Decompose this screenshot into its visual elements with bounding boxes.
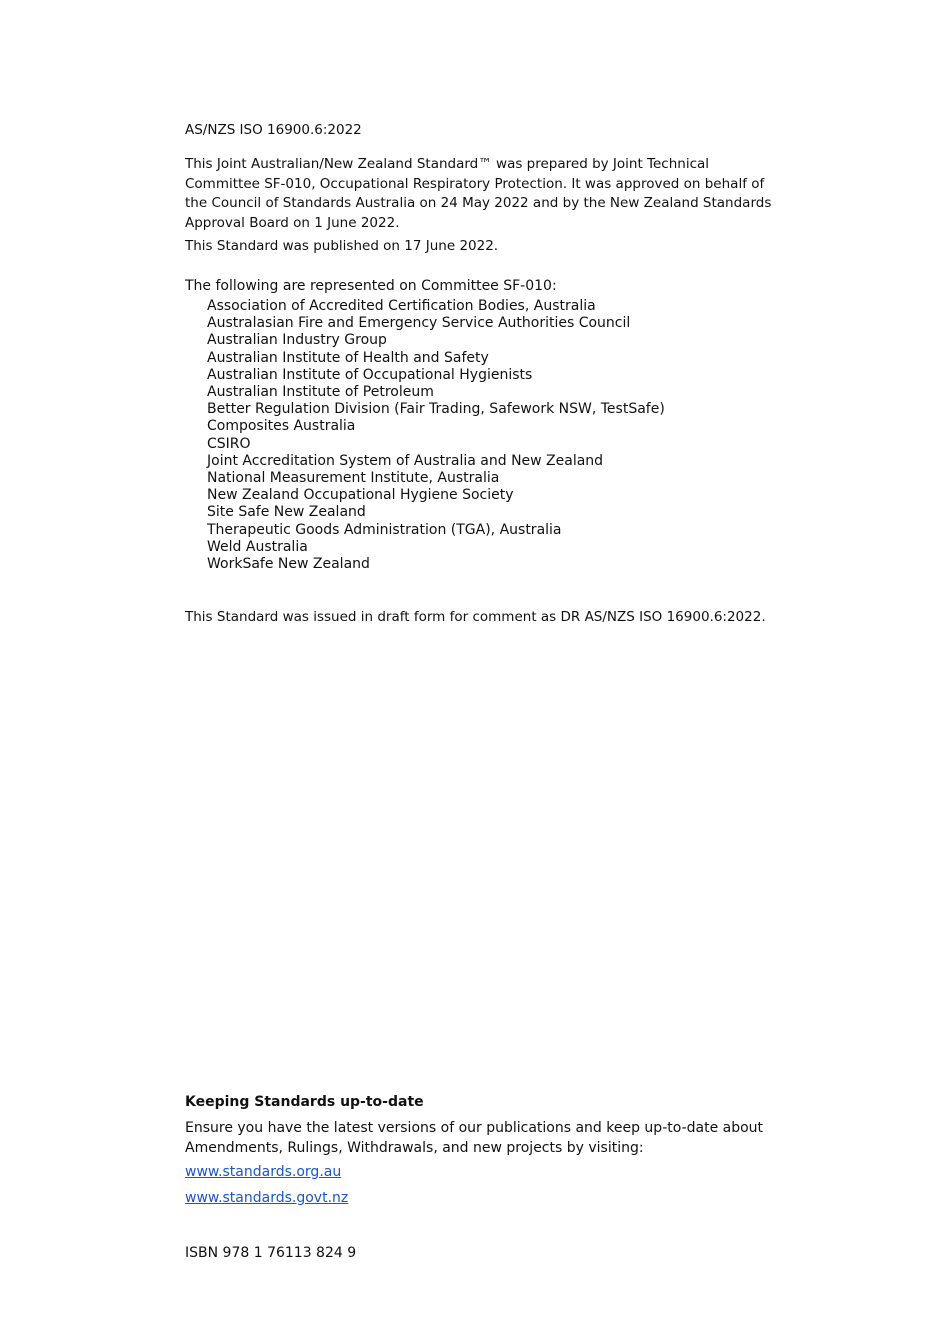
standards-nz-link[interactable]: www.standards.govt.nz — [185, 1190, 349, 1206]
committee-member-list — [207, 298, 665, 573]
keeping-up-to-date-body: Ensure you have the latest versions of our publications and keep up-to-date about Amendments, Rulings, Withdrawals, and new projects by visiting: — [185, 1120, 764, 1156]
committee-member: WorkSafe New Zealand — [207, 556, 370, 573]
standard-number: AS/NZS ISO 16900.6:2022 — [185, 122, 362, 138]
publication-date: This Standard was published on 17 June 2022. — [185, 238, 499, 254]
standards-au-link[interactable]: www.standards.org.au — [185, 1164, 342, 1180]
committee-member: CSIRO — [207, 435, 251, 452]
keeping-up-to-date-heading: Keeping Standards up-to-date — [185, 1094, 424, 1110]
committee-member: Australasian Fire and Emergency Service Authorities Council — [207, 315, 631, 332]
committee-member: New Zealand Occupational Hygiene Society — [207, 487, 514, 504]
committee-member: Association of Accredited Certification Bodies, Australia — [207, 298, 596, 314]
committee-member: Australian Institute of Health and Safety — [207, 349, 489, 366]
committee-member: Therapeutic Goods Administration (TGA), Australia — [207, 521, 562, 538]
draft-note: This Standard was issued in draft form for comment as DR AS/NZS ISO 16900.6:2022. — [185, 609, 766, 625]
committee-member: Composites Australia — [207, 418, 356, 435]
approval-statement: This Joint Australian/New Zealand Standard™ was prepared by Joint Technical Committee SF-010, Occupational Respiratory Protection. It was approved on behalf of the Council of Standards Australia on 24 May 2022 and by the New Zealand Standards Approval Board on 1 June 2022. — [185, 156, 772, 231]
committee-intro: The following are represented on Committee SF-010: — [185, 278, 557, 294]
committee-member: Australian Industry Group — [207, 332, 387, 349]
committee-member: Site Safe New Zealand — [207, 504, 366, 521]
committee-member: Australian Institute of Occupational Hygienists — [207, 366, 533, 383]
committee-member: Australian Institute of Petroleum — [207, 384, 434, 401]
isbn: ISBN 978 1 76113 824 9 — [185, 1245, 357, 1261]
committee-member: Better Regulation Division (Fair Trading, Safework NSW, TestSafe) — [207, 401, 665, 418]
committee-member: Joint Accreditation System of Australia and New Zealand — [207, 452, 604, 469]
committee-member: Weld Australia — [207, 538, 308, 555]
committee-member: National Measurement Institute, Australia — [207, 470, 500, 487]
